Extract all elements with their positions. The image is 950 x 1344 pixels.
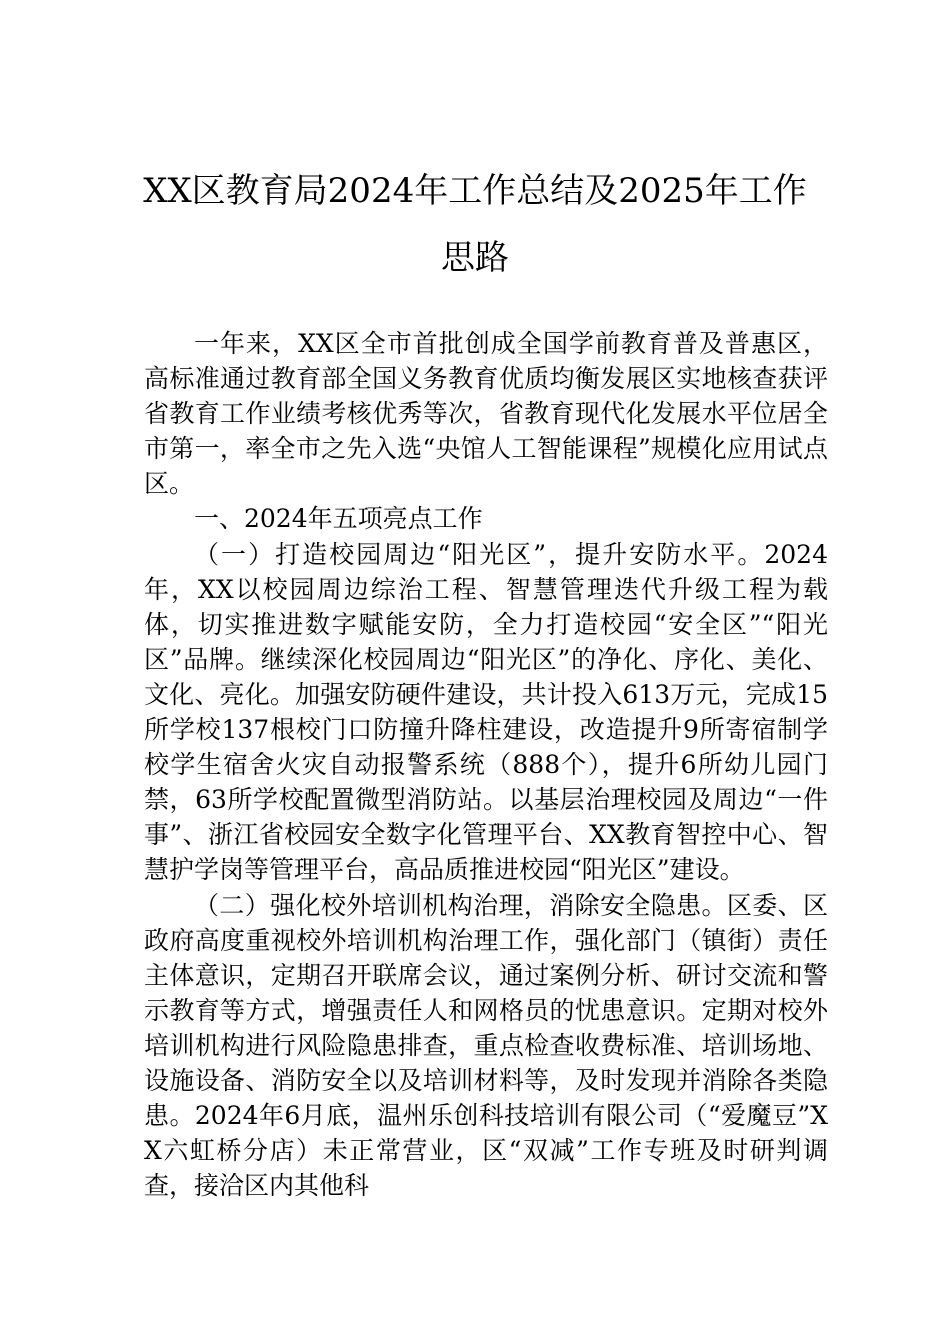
section-heading: 一、2024年五项亮点工作 <box>194 504 483 534</box>
document-title: XX区教育局2024年工作总结及2025年工作思路 <box>143 171 807 278</box>
intro-paragraph: 一年来，XX区全市首批创成全国学前教育普及普惠区，高标准通过教育部全国义务教育优质均衡发展区实地核查获评省教育工作业绩考核优秀等次，省教育现代化发展水平位居全市第一，率全市之先入选“央馆人工智能课程”规模化应用试点区。 <box>144 329 828 499</box>
body-paragraph: （一）打造校园周边“阳光区”，提升安防水平。2024年，XX以校园周边综治工程、智慧管理迭代升级工程为载体，切实推进数字赋能安防，全力打造校园“安全区”“阳光区”品牌。继续深化校园周边“阳光区”的净化、序化、美化、文化、亮化。加强安防硬件建设，共计投入613万元，完成15所学校137根校门口防撞升降柱建设，改造提升9所寄宿制学校学生宿舍火灾自动报警系统（888个），提升6所幼儿园门禁，63所学校配置微型消防站。以基层治理校园及周边“一件事”、浙江省校园安全数字化管理平台、XX教育智控中心、智慧护学岗等管理平台，高品质推进校园“阳光区”建设。 <box>144 539 828 885</box>
body-paragraph: （二）强化校外培训机构治理，消除安全隐患。区委、区政府高度重视校外培训机构治理工作，强化部门（镇街）责任主体意识，定期召开联席会议，通过案例分析、研讨交流和警示教育等方式，增强责任人和网格员的忧患意识。定期对校外培训机构进行风险隐患排查，重点检查收费标准、培训场地、设施设备、消防安全以及培训材料等，及时发现并消除各类隐患。2024年6月底，温州乐创科技培训有限公司（“爱魔豆”XX六虹桥分店）未正常营业，区“双减”工作专班及时研判调查，接洽区内其他科 <box>144 890 828 1201</box>
document-body <box>144 326 828 1203</box>
